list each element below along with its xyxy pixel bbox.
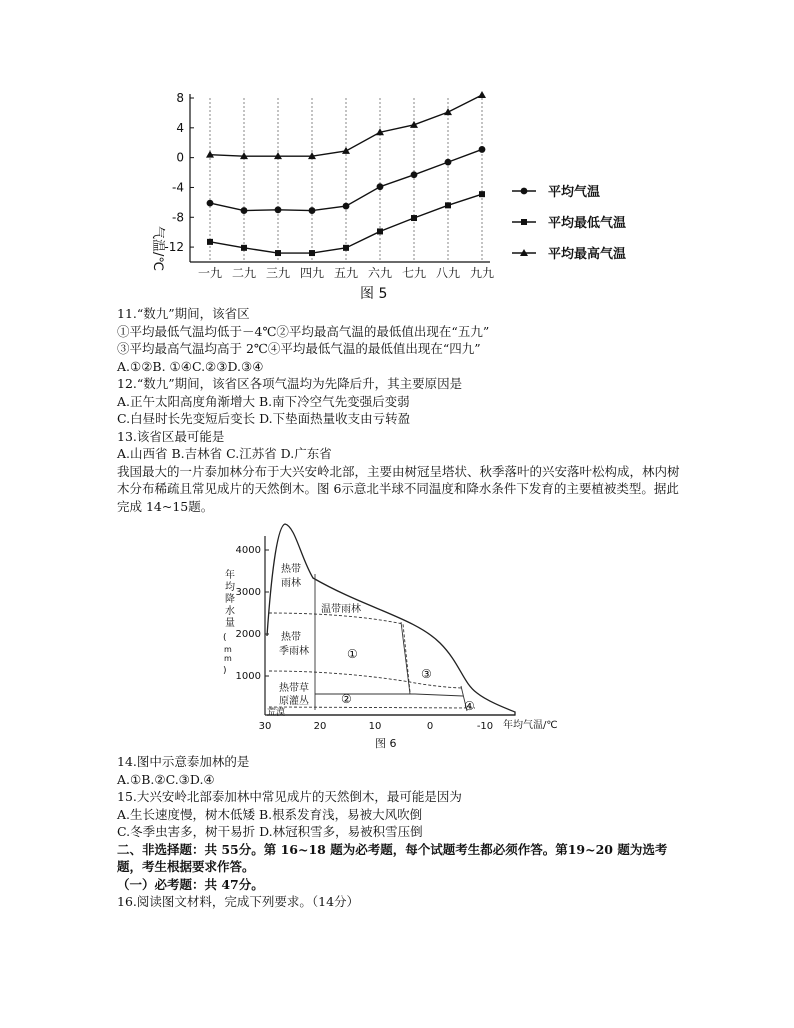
figure-5-data-point: [479, 146, 486, 153]
figure-5-legend-label: 平均气温: [548, 185, 601, 200]
figure-5-ytick: -8: [172, 210, 184, 225]
region-savanna: 热带草: [279, 683, 309, 694]
figure-5-xtick: 二九: [231, 266, 257, 280]
section-heading: 二、非选择题：共 55分。第 16~18 题为必考题，每个试题考生都必须作答。第19~20 题为选考题，考生根据要求作答。: [117, 841, 668, 874]
figure-5-ytick: -4: [172, 180, 184, 195]
figure-5-data-point: [241, 245, 247, 251]
q12-options: C.白昼时长先变短后变长 D.下垫面热量收支由亏转盈: [117, 411, 411, 426]
q14-stem: 14.图中示意泰加林的是: [117, 754, 250, 769]
region-2: ②: [341, 692, 352, 706]
question-body: [117, 305, 687, 911]
figure-5-ytick: -12: [164, 240, 184, 255]
figure-5-data-point: [309, 207, 316, 214]
figure-6-xlabel: 年均气温/℃: [503, 720, 558, 731]
q11-stem: 11.“数九”期间，该省区: [117, 306, 250, 321]
region-1: ①: [347, 647, 358, 661]
figure-5-chart: [150, 84, 660, 306]
q14-options: A.①B.②C.③D.④: [117, 771, 215, 787]
figure-6-xtick: -10: [476, 721, 494, 732]
figure-5-xtick: 七九: [401, 266, 427, 280]
region-temperate-rainforest: 温带雨林: [321, 604, 361, 615]
figure-6-spacer: [117, 515, 687, 753]
figure-5-xtick: 三九: [265, 266, 291, 280]
figure-6-xtick: 0: [426, 721, 434, 732]
figure-5-legend-label: 平均最高气温: [548, 247, 627, 262]
figure-5-legend-label: 平均最低气温: [548, 216, 627, 231]
q16-stem: 16.阅读图文材料，完成下列要求。（14分）: [117, 894, 360, 909]
figure-6-ytick: 4000: [235, 545, 261, 556]
figure-5-data-point: [343, 203, 350, 210]
region-4: ④: [464, 699, 475, 713]
figure-5-xtick: 八九: [435, 266, 461, 280]
region-tropical-rainforest: 雨林: [281, 578, 301, 589]
figure-6-xtick: 20: [313, 721, 327, 732]
figure-5-legend-marker: [521, 219, 527, 225]
figure-5-ylabel: 气温/℃: [150, 226, 165, 271]
figure-5-data-point: [411, 215, 417, 221]
subsection-heading: （一）必考题：共 47分。: [117, 876, 264, 892]
figure-5-data-point: [275, 206, 282, 213]
figure-6-ytick: 3000: [235, 587, 261, 598]
figure-5-data-point: [411, 171, 418, 178]
figure-5-xtick: 六九: [367, 266, 393, 280]
figure-5-xtick: 五九: [333, 266, 359, 280]
figure-6-ylabel: 年 均 降 水 量 ( m m ): [223, 570, 235, 676]
q15-stem: 15.大兴安岭北部泰加林中常见成片的天然倒木，最可能是因为: [117, 789, 462, 804]
region-desert: 荒漠: [267, 708, 286, 718]
figure-5-data-point: [445, 159, 452, 166]
figure-6-xtick: 10: [368, 721, 382, 732]
q13-stem: 13.该省区最可能是: [117, 428, 225, 444]
figure-5-caption: 图 5: [360, 286, 388, 302]
q15-options: C.冬季虫害多，树干易折 D.林冠积雪多，易被积雪压倒: [117, 824, 423, 839]
figure-5-ytick: 8: [176, 91, 184, 105]
figure-5-data-point: [207, 239, 213, 245]
figure-5-data-point: [342, 147, 350, 154]
figure-5-data-point: [377, 183, 384, 190]
figure-5-data-point: [444, 108, 452, 115]
figure-5-data-point: [343, 245, 349, 251]
figure-5-data-point: [445, 202, 451, 208]
figure-6-xtick: 30: [258, 721, 272, 732]
passage-intro: 我国最大的一片泰加林分布于大兴安岭北部，主要由树冠呈塔状、秋季落叶的兴安落叶松构成，林内树木分布稀疏且常见成片的天然倒木。图 6示意北半球不同温度和降水条件下发育的主要植被类型。据此完成 14~15题。: [117, 463, 680, 514]
figure-5-xtick: 一九: [197, 266, 223, 280]
figure-6-caption: 图 6: [375, 737, 397, 750]
figure-5-xtick: 四九: [299, 266, 325, 280]
q11-statement: ③平均最高气温均高于 2℃④平均最低气温的最低值出现在“四九”: [117, 341, 481, 356]
figure-5-legend-marker: [521, 188, 528, 195]
figure-5: [150, 84, 660, 306]
q11-statement: ①平均最低气温均低于－4℃②平均最高气温的最低值出现在“五九”: [117, 323, 490, 339]
figure-5-ytick: 4: [176, 120, 184, 135]
figure-5-data-point: [478, 91, 486, 98]
figure-5-data-point: [207, 200, 214, 207]
q11-options: A.①②B. ①④C.②③D.③④: [117, 358, 264, 374]
figure-6-ytick: 2000: [235, 629, 261, 640]
figure-5-data-point: [377, 228, 383, 234]
region-3: ③: [421, 667, 432, 681]
figure-5-ytick: 0: [176, 150, 184, 165]
region-savanna: 原灌丛: [279, 696, 309, 707]
figure-5-data-point: [241, 207, 248, 214]
figure-5-xtick: 九九: [469, 266, 495, 280]
region-tropical-rainforest: 热带: [281, 564, 301, 575]
figure-5-data-point: [479, 191, 485, 197]
region-tropical-monsoon: 季雨林: [279, 646, 309, 657]
q13-options: A.山西省 B.吉林省 C.江苏省 D.广东省: [117, 446, 332, 461]
q12-options: A.正午太阳高度角渐增大 B.南下冷空气先变强后变弱: [117, 393, 410, 409]
figure-5-data-point: [309, 250, 315, 256]
figure-5-data-point: [275, 250, 281, 256]
figure-6-ytick: 1000: [235, 671, 261, 682]
region-tropical-monsoon: 热带: [281, 632, 301, 643]
q15-options: A.生长速度慢，树木低矮 B.根系发育浅，易被大风吹倒: [117, 806, 423, 822]
q12-stem: 12.“数九”期间，该省区各项气温均为先降后升，其主要原因是: [117, 376, 463, 391]
